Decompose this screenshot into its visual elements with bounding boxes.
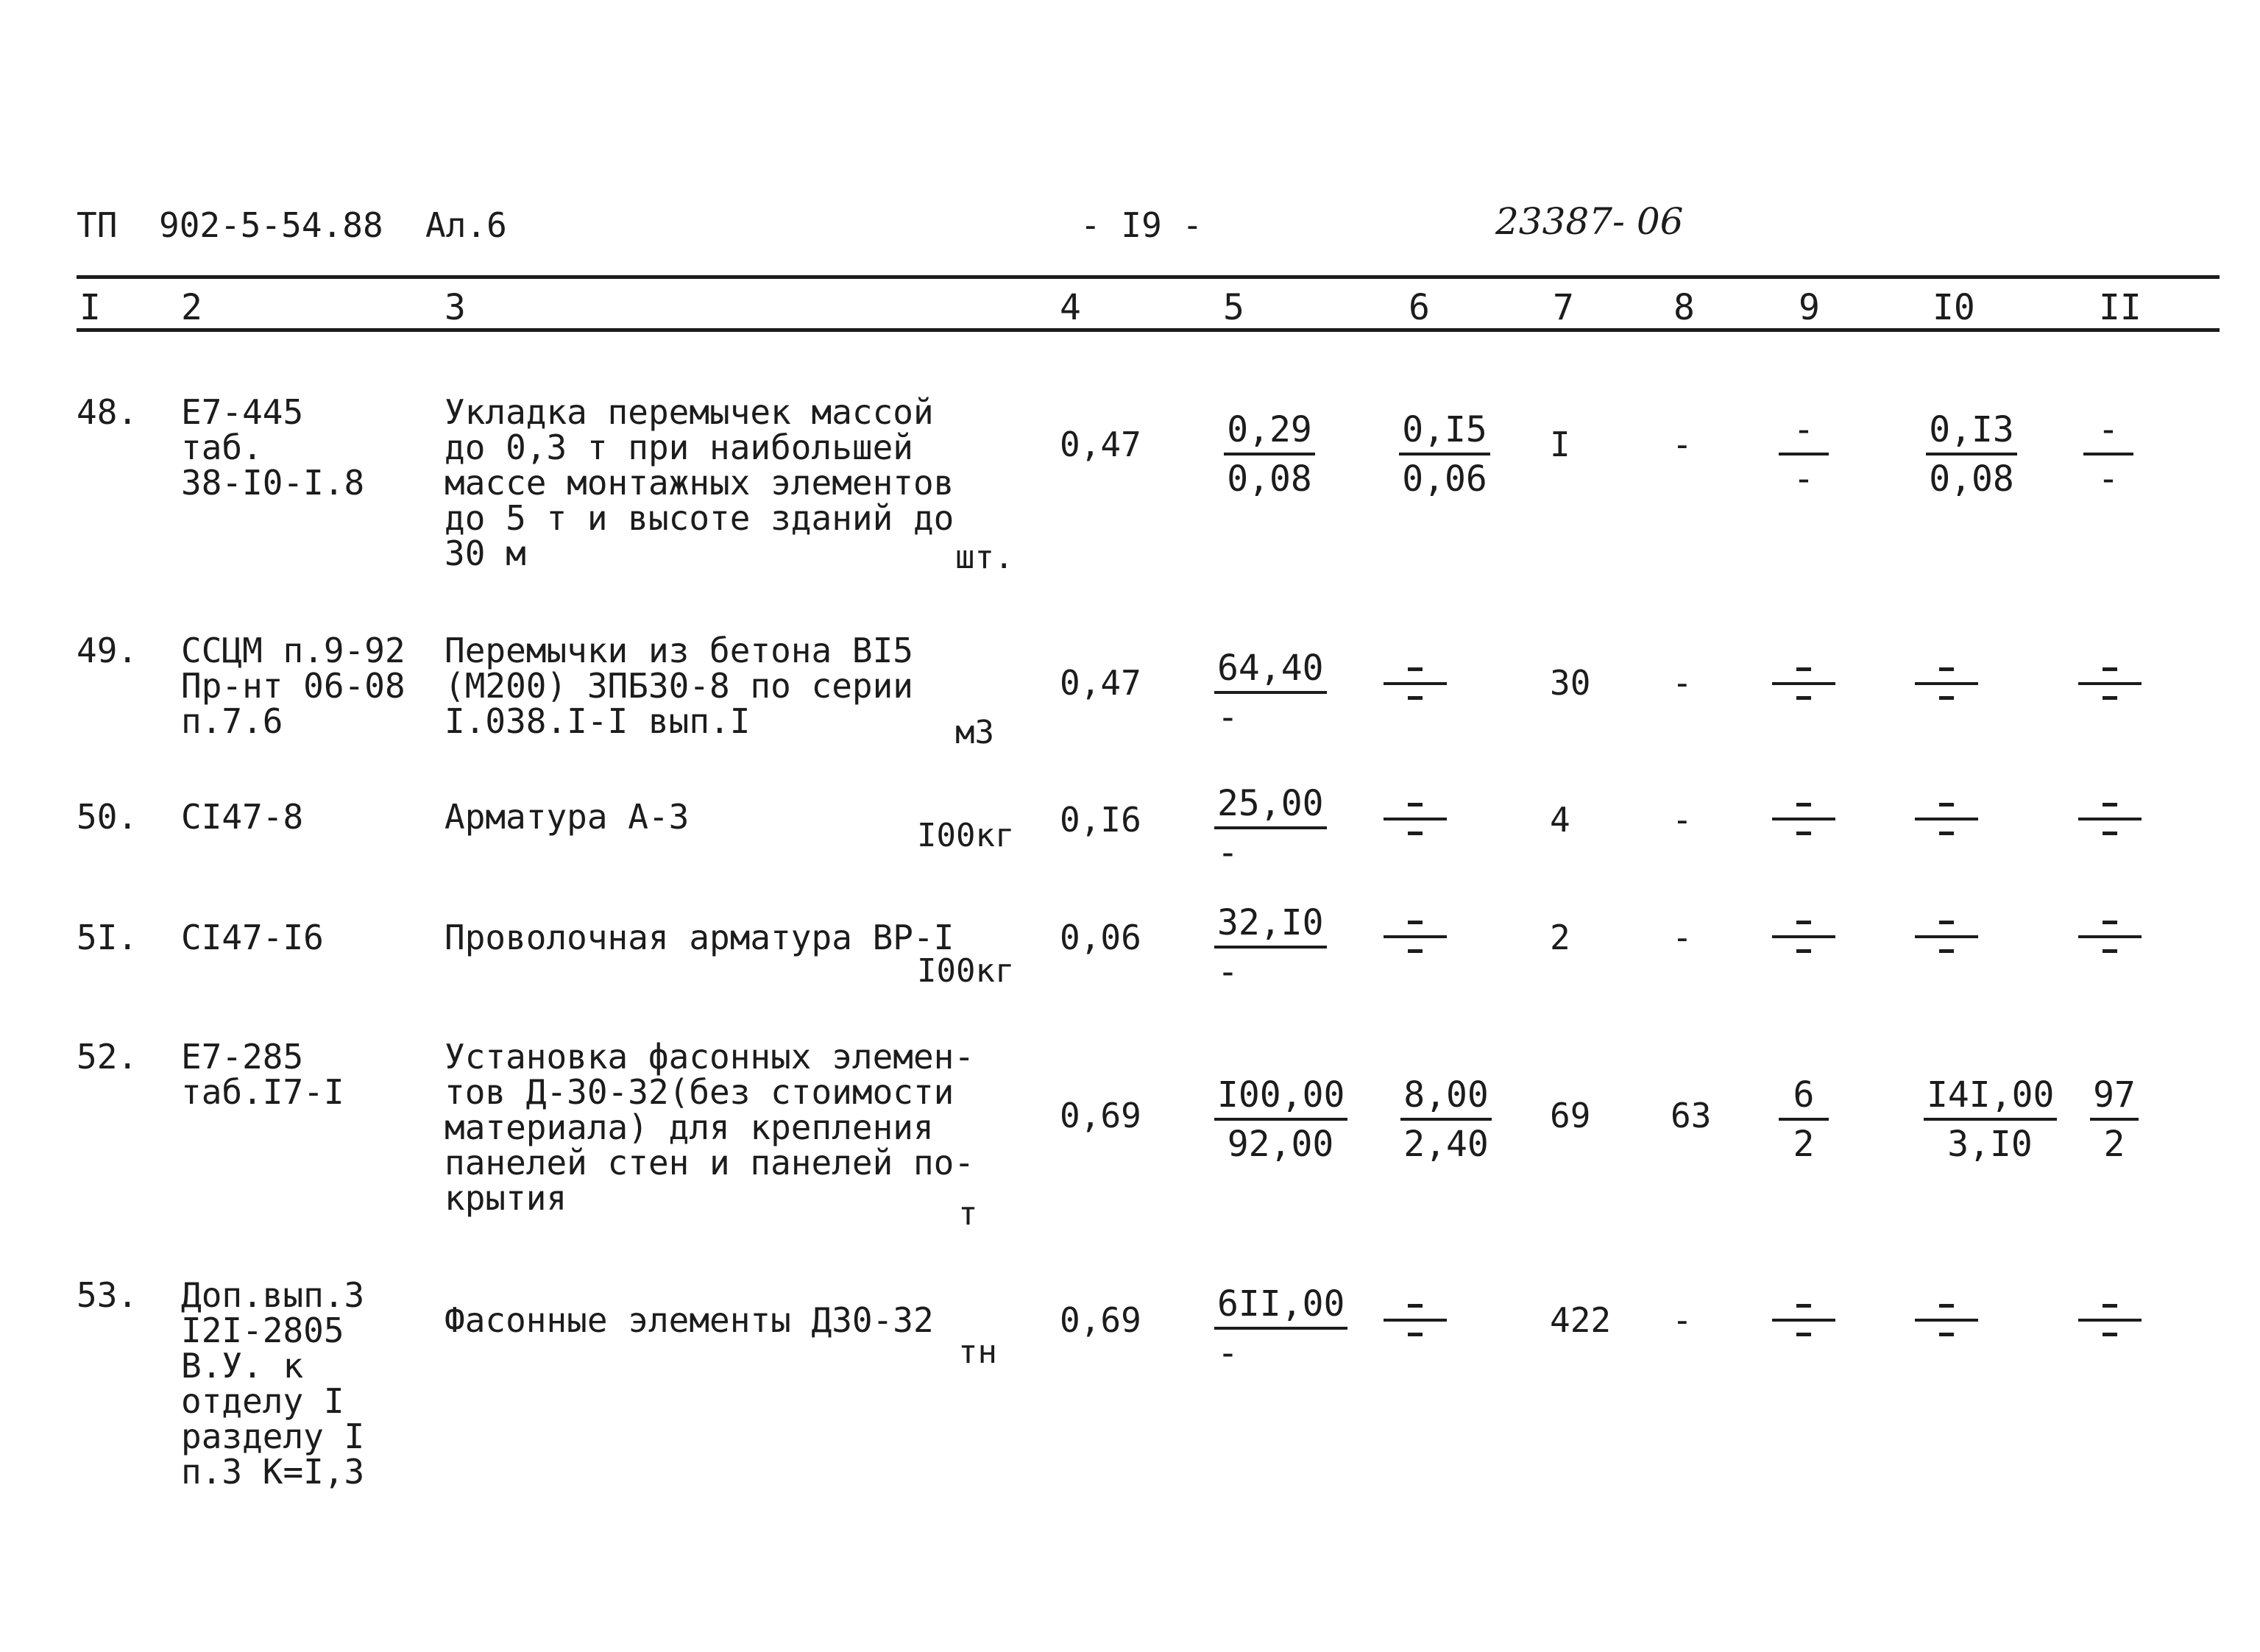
row-number: 50. <box>77 797 138 837</box>
album-label: Ал.6 <box>425 205 507 245</box>
norm-code-line: таб.I7-I <box>181 1072 344 1112</box>
col-header-7: 7 <box>1553 287 1574 328</box>
fraction-bottom: 0,08 <box>1227 458 1312 500</box>
col-header-5: 5 <box>1223 287 1244 328</box>
fraction-bottom: 2 <box>2103 1124 2125 1165</box>
empty-fraction-icon <box>1915 682 1978 685</box>
row-number: 53. <box>77 1275 138 1315</box>
description-line: Установка фасонных элемен- <box>444 1037 975 1077</box>
quantity-value: 0,I6 <box>1060 800 1141 840</box>
description-line: I.038.I-I вып.I <box>444 701 751 741</box>
empty-fraction-icon <box>2078 818 2142 820</box>
col-header-1: I <box>79 287 101 328</box>
fraction-bottom: - <box>1793 458 1815 500</box>
norm-code-line: CI47-8 <box>181 797 304 837</box>
norm-code-line: CI47-I6 <box>181 918 324 957</box>
row-number: 48. <box>77 392 138 432</box>
description-line: Фасонные элементы Д30-32 <box>444 1300 934 1340</box>
empty-fraction-icon <box>1384 935 1447 938</box>
description-line: (M200) 3ПБ30-8 по серии <box>444 666 913 706</box>
norm-code-line: отделу I <box>181 1381 344 1421</box>
fraction-top: 32,I0 <box>1214 904 1327 949</box>
col8-value: - <box>1672 918 1693 957</box>
norm-code-line: Пр-нт 06-08 <box>181 666 405 706</box>
description-line: крытия <box>444 1178 567 1218</box>
description-line: тов Д-30-32(без стоимости <box>444 1072 954 1112</box>
col-header-4: 4 <box>1060 287 1081 328</box>
col8-value: - <box>1672 663 1693 703</box>
doc-number: 902-5-54.88 <box>159 205 383 245</box>
quantity-value: 0,47 <box>1060 425 1141 464</box>
col5-fraction <box>1214 902 1325 991</box>
page-number: - I9 - <box>1080 205 1203 245</box>
unit-label: тн <box>958 1333 997 1371</box>
unit-label: т <box>958 1195 978 1233</box>
description-line: до 0,3 т при наибольшей <box>444 428 913 467</box>
unit-label: I00кг <box>917 952 1015 990</box>
fraction-top: 6 <box>1779 1077 1829 1121</box>
empty-fraction-icon <box>1384 818 1447 820</box>
unit-label: шт. <box>955 539 1014 576</box>
empty-fraction-icon <box>2078 935 2142 938</box>
norm-code-line: п.7.6 <box>181 701 283 741</box>
col7-value: 422 <box>1550 1300 1612 1340</box>
col-header-6: 6 <box>1409 287 1430 328</box>
description-line: Проволочная арматура ВР-I <box>444 918 954 957</box>
empty-fraction-icon <box>1915 1319 1978 1322</box>
col-header-8: 8 <box>1673 287 1695 328</box>
empty-fraction-icon <box>1772 682 1835 685</box>
row-number: 5I. <box>77 918 138 957</box>
col5-fraction <box>1214 1074 1347 1163</box>
col7-value: 30 <box>1550 663 1591 703</box>
col10-fraction <box>1924 409 2019 498</box>
quantity-value: 0,69 <box>1060 1300 1141 1340</box>
col7-value: 2 <box>1550 918 1570 957</box>
fraction-bottom: - <box>1217 1333 1239 1374</box>
unit-label: м3 <box>955 714 994 751</box>
col-header-10: I0 <box>1933 287 1975 328</box>
fraction-top: I00,00 <box>1214 1077 1347 1121</box>
col7-value: I <box>1550 425 1570 464</box>
empty-fraction-icon <box>1915 818 1978 820</box>
description-line: Укладка перемычек массой <box>444 392 934 432</box>
description-line: массе монтажных элементов <box>444 463 954 503</box>
col-header-11: II <box>2099 287 2142 328</box>
fraction-top: 0,I3 <box>1926 411 2017 455</box>
description-line: панелей стен и панелей по- <box>444 1143 975 1183</box>
norm-code-line: п.3 К=I,3 <box>181 1452 365 1492</box>
fraction-bottom: 92,00 <box>1227 1124 1334 1165</box>
fraction-top: 0,I5 <box>1399 411 1490 455</box>
empty-fraction-icon <box>1915 935 1978 938</box>
empty-fraction-icon <box>1772 1319 1835 1322</box>
col7-value: 4 <box>1550 800 1570 840</box>
description-line: 30 м <box>444 533 526 573</box>
inventory-number: 23387- 06 <box>1495 200 1684 243</box>
fraction-bottom: 2,40 <box>1403 1124 1489 1165</box>
col5-fraction <box>1214 1283 1347 1372</box>
norm-code-line: разделу I <box>181 1417 365 1456</box>
fraction-top: 6II,00 <box>1214 1286 1347 1330</box>
empty-fraction-icon <box>2078 682 2142 685</box>
norm-code-line: I2I-2805 <box>181 1311 344 1350</box>
row-number: 49. <box>77 631 138 670</box>
col5-fraction <box>1214 648 1325 737</box>
norm-code-line: Доп.вып.3 <box>181 1275 365 1315</box>
description-line: Перемычки из бетона BI5 <box>444 631 913 670</box>
fraction-top: 0,29 <box>1224 411 1315 455</box>
col8-value: 63 <box>1671 1096 1712 1135</box>
fraction-bottom: - <box>1217 832 1239 873</box>
empty-fraction-icon <box>1384 1319 1447 1322</box>
col6-fraction <box>1397 409 1492 498</box>
fraction-bottom: 3,I0 <box>1947 1124 2033 1165</box>
doc-code: ТП <box>77 205 118 245</box>
empty-fraction-icon <box>1384 682 1447 685</box>
col9-fraction <box>1771 409 1837 498</box>
norm-code-line: Е7-445 <box>181 392 304 432</box>
fraction-top: 64,40 <box>1214 650 1327 694</box>
col11-fraction <box>2089 1074 2140 1163</box>
fraction-top: I4I,00 <box>1924 1077 2057 1121</box>
fraction-top: - <box>2083 411 2134 455</box>
col-header-3: 3 <box>444 287 466 328</box>
fraction-bottom: 0,08 <box>1929 458 2014 500</box>
norm-code-line: Е7-285 <box>181 1037 304 1077</box>
col10-fraction <box>1924 1074 2056 1163</box>
col9-fraction <box>1771 1074 1837 1163</box>
col8-value: - <box>1672 425 1693 464</box>
col-header-2: 2 <box>181 287 202 328</box>
empty-fraction-icon <box>1772 935 1835 938</box>
empty-fraction-icon <box>1772 818 1835 820</box>
norm-code-line: ССЦМ п.9-92 <box>181 631 405 670</box>
row-number: 52. <box>77 1037 138 1077</box>
fraction-top: 25,00 <box>1214 785 1327 829</box>
unit-label: I00кг <box>917 817 1015 854</box>
top-rule <box>77 275 2220 279</box>
fraction-top: 8,00 <box>1400 1077 1492 1121</box>
header-rule <box>77 328 2220 332</box>
fraction-top: - <box>1779 411 1829 455</box>
col8-value: - <box>1672 1300 1693 1340</box>
col6-fraction <box>1398 1074 1494 1163</box>
quantity-value: 0,06 <box>1060 918 1141 957</box>
fraction-bottom: - <box>1217 697 1239 738</box>
empty-fraction-icon <box>2078 1319 2142 1322</box>
quantity-value: 0,69 <box>1060 1096 1141 1135</box>
fraction-bottom: - <box>2097 458 2119 500</box>
norm-code-line: 38-I0-I.8 <box>181 463 365 503</box>
col8-value: - <box>1672 800 1693 840</box>
quantity-value: 0,47 <box>1060 663 1141 703</box>
fraction-bottom: 2 <box>1793 1124 1815 1165</box>
col11-fraction <box>2075 409 2142 498</box>
fraction-bottom: - <box>1217 951 1239 993</box>
col5-fraction <box>1214 409 1325 498</box>
description-line: материала) для крепления <box>444 1107 934 1147</box>
norm-code-line: таб. <box>181 428 263 467</box>
col-header-9: 9 <box>1799 287 1820 328</box>
description-line: до 5 т и высоте зданий до <box>444 498 954 538</box>
description-line: Арматура А-3 <box>444 797 690 837</box>
norm-code-line: В.У. к <box>181 1346 304 1386</box>
col7-value: 69 <box>1550 1096 1591 1135</box>
col5-fraction <box>1214 783 1325 872</box>
fraction-bottom: 0,06 <box>1402 458 1487 500</box>
fraction-top: 97 <box>2090 1077 2139 1121</box>
